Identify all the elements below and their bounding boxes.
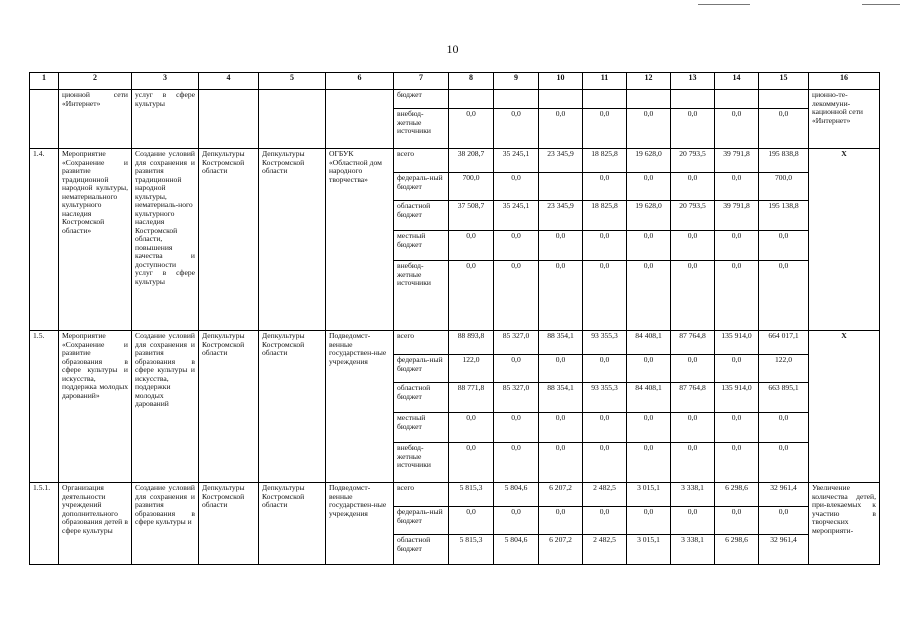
cell-value: 3 015,1 — [627, 535, 671, 565]
cell-responsible: Депкультуры Костромской области — [199, 149, 259, 331]
cell-value: 37 508,7 — [449, 201, 494, 231]
cell-recipient: Подведомст-венные государствен-ные учреждения — [326, 483, 394, 565]
cell-total: 664 017,1 — [759, 331, 809, 355]
cell-value: 0,0 — [494, 261, 539, 331]
cell-value: 0,0 — [449, 109, 494, 149]
cell-value: 23 345,9 — [539, 201, 583, 231]
column-header: 16 — [809, 73, 880, 90]
cell-value: 39 791,8 — [715, 201, 759, 231]
cell-value: 5 804,6 — [494, 483, 539, 507]
top-decorative-line-left — [698, 4, 750, 5]
cell-total: 663 895,1 — [759, 383, 809, 413]
cell-value: 20 793,5 — [671, 201, 715, 231]
cell-coexecutor: Депкультуры Костромской области — [259, 331, 326, 483]
cell-goal: Создание условий для сохранения и развития традиционной народной культуры, нематериаль-ного культурного наследия Костромской области, повышения качества и доступности услуг в сфере культуры — [132, 149, 199, 331]
cell-value: 39 791,8 — [715, 149, 759, 173]
cell-value: 0,0 — [627, 231, 671, 261]
cell-goal: Создание условий для сохранения и развития образования в сфере культуры и — [132, 483, 199, 565]
column-header: 10 — [539, 73, 583, 90]
cell-funding-source: бюджет — [394, 90, 449, 109]
cell-value — [627, 90, 671, 109]
cell-total: 0,0 — [759, 443, 809, 483]
cell-value: 700,0 — [449, 173, 494, 201]
cell-responsible: Депкультуры Костромской области — [199, 331, 259, 483]
cell-value: 0,0 — [494, 413, 539, 443]
cell-value: 0,0 — [671, 109, 715, 149]
cell-value: 135 914,0 — [715, 383, 759, 413]
cell-value: 0,0 — [494, 231, 539, 261]
cell-value: 0,0 — [583, 109, 627, 149]
column-header: 11 — [583, 73, 627, 90]
cell-value: 85 327,0 — [494, 383, 539, 413]
cell-measure-name: Мероприятие «Сохранение и развитие традиционной народной культуры, нематериального культурного наследия Костромской области» — [59, 149, 132, 331]
cell-value: 0,0 — [494, 507, 539, 535]
cell-value: 6 207,2 — [539, 483, 583, 507]
cell-value: 84 408,1 — [627, 331, 671, 355]
cell-number: 1.5.1. — [30, 483, 59, 565]
cell-value: 19 628,0 — [627, 201, 671, 231]
column-header: 9 — [494, 73, 539, 90]
column-header: 1 — [30, 73, 59, 90]
cell-total: 0,0 — [759, 413, 809, 443]
cell-number — [30, 90, 59, 149]
cell-value: 35 245,1 — [494, 149, 539, 173]
cell-number: 1.5. — [30, 331, 59, 483]
column-header: 6 — [326, 73, 394, 90]
cell-value: 18 825,8 — [583, 149, 627, 173]
cell-value: 0,0 — [671, 413, 715, 443]
cell-value: 0,0 — [715, 231, 759, 261]
cell-value: 0,0 — [449, 261, 494, 331]
cell-value: 0,0 — [539, 231, 583, 261]
cell-funding-source: федераль-ный бюджет — [394, 507, 449, 535]
column-header: 2 — [59, 73, 132, 90]
cell-value: 0,0 — [539, 413, 583, 443]
cell-value: 0,0 — [671, 443, 715, 483]
cell-value — [583, 90, 627, 109]
cell-value: 3 338,1 — [671, 483, 715, 507]
cell-value: 0,0 — [671, 231, 715, 261]
cell-result: Увеличение количества детей, при-влекаемых к участию в творческих мероприяти- — [809, 483, 880, 565]
column-number-row — [30, 73, 880, 90]
cell-value — [449, 90, 494, 109]
column-header: 13 — [671, 73, 715, 90]
cell-funding-source: внебюд-жетные источники — [394, 261, 449, 331]
cell-measure-name: Организация деятельности учреждений дополнительного образования детей в сфере культуры — [59, 483, 132, 565]
cell-total: 0,0 — [759, 261, 809, 331]
cell-recipient: ОГБУК «Областной дом народного творчества» — [326, 149, 394, 331]
cell-funding-source: всего — [394, 331, 449, 355]
cell-value: 0,0 — [583, 443, 627, 483]
cell-value — [715, 90, 759, 109]
cell-result-mark: X — [809, 149, 880, 331]
column-header: 12 — [627, 73, 671, 90]
cell-value: 0,0 — [494, 355, 539, 383]
cell-value: 0,0 — [627, 507, 671, 535]
cell-value: 2 482,5 — [583, 483, 627, 507]
cell-total: 122,0 — [759, 355, 809, 383]
table-row — [30, 483, 880, 507]
cell-value: 0,0 — [449, 443, 494, 483]
cell-value: 0,0 — [494, 109, 539, 149]
cell-total: 32 961,4 — [759, 535, 809, 565]
cell-funding-source: областной бюджет — [394, 535, 449, 565]
cell-value: 0,0 — [715, 443, 759, 483]
cell-funding-source: местный бюджет — [394, 413, 449, 443]
cell-value: 88 893,8 — [449, 331, 494, 355]
cell-value: 0,0 — [539, 355, 583, 383]
cell-value: 6 298,6 — [715, 483, 759, 507]
cell-total — [759, 90, 809, 109]
cell-value: 6 298,6 — [715, 535, 759, 565]
cell-value: 0,0 — [539, 443, 583, 483]
cell-value: 0,0 — [671, 507, 715, 535]
cell-value: 0,0 — [715, 355, 759, 383]
cell-value: 23 345,9 — [539, 149, 583, 173]
cell-value — [539, 90, 583, 109]
cell-value: 5 815,3 — [449, 535, 494, 565]
cell-value: 6 207,2 — [539, 535, 583, 565]
cell-funding-source: внебюд-жетные источники — [394, 443, 449, 483]
cell-value: 85 327,0 — [494, 331, 539, 355]
cell-goal: услуг в сфере культуры — [132, 90, 199, 149]
cell-value — [494, 90, 539, 109]
cell-coexecutor — [259, 90, 326, 149]
cell-value: 93 355,3 — [583, 331, 627, 355]
cell-value: 0,0 — [583, 261, 627, 331]
cell-value: 0,0 — [539, 109, 583, 149]
cell-value: 0,0 — [671, 261, 715, 331]
cell-value: 0,0 — [539, 507, 583, 535]
cell-funding-source: федераль-ный бюджет — [394, 173, 449, 201]
cell-value: 35 245,1 — [494, 201, 539, 231]
cell-coexecutor: Депкультуры Костромской области — [259, 483, 326, 565]
cell-funding-source: областной бюджет — [394, 201, 449, 231]
cell-value: 0,0 — [671, 173, 715, 201]
cell-value — [539, 173, 583, 201]
cell-value: 0,0 — [627, 413, 671, 443]
cell-value: 135 914,0 — [715, 331, 759, 355]
cell-value: 0,0 — [494, 443, 539, 483]
cell-value: 18 825,8 — [583, 201, 627, 231]
page-number: 10 — [446, 42, 459, 56]
cell-funding-source: всего — [394, 149, 449, 173]
cell-value: 3 338,1 — [671, 535, 715, 565]
cell-value: 0,0 — [583, 231, 627, 261]
cell-value: 38 208,7 — [449, 149, 494, 173]
cell-total: 195 138,8 — [759, 201, 809, 231]
cell-value — [671, 90, 715, 109]
column-header: 3 — [132, 73, 199, 90]
cell-responsible — [199, 90, 259, 149]
cell-value: 88 771,8 — [449, 383, 494, 413]
cell-value: 5 804,6 — [494, 535, 539, 565]
cell-total: 0,0 — [759, 507, 809, 535]
cell-value: 93 355,3 — [583, 383, 627, 413]
cell-result-mark: X — [809, 331, 880, 483]
cell-value: 0,0 — [583, 413, 627, 443]
cell-value: 0,0 — [449, 231, 494, 261]
cell-funding-source: областной бюджет — [394, 383, 449, 413]
cell-goal: Создание условий для сохранения и развития образования в сфере культуры и искусства, поддержки молодых дарований — [132, 331, 199, 483]
program-budget-table — [29, 72, 880, 565]
cell-value: 0,0 — [449, 413, 494, 443]
cell-value: 19 628,0 — [627, 149, 671, 173]
column-header: 4 — [199, 73, 259, 90]
cell-value: 2 482,5 — [583, 535, 627, 565]
cell-measure-name: Мероприятие «Сохранение и развитие образования в сфере культуры и искусства, поддержка молодых дарований» — [59, 331, 132, 483]
cell-total: 32 961,4 — [759, 483, 809, 507]
cell-recipient — [326, 90, 394, 149]
cell-value: 88 354,1 — [539, 331, 583, 355]
cell-value: 0,0 — [449, 507, 494, 535]
cell-value: 84 408,1 — [627, 383, 671, 413]
cell-value: 3 015,1 — [627, 483, 671, 507]
column-header: 15 — [759, 73, 809, 90]
cell-value: 87 764,8 — [671, 383, 715, 413]
cell-value: 20 793,5 — [671, 149, 715, 173]
cell-value: 88 354,1 — [539, 383, 583, 413]
cell-value: 0,0 — [715, 261, 759, 331]
cell-value: 0,0 — [671, 355, 715, 383]
cell-value: 0,0 — [627, 261, 671, 331]
cell-value: 87 764,8 — [671, 331, 715, 355]
column-header: 8 — [449, 73, 494, 90]
table-row — [30, 149, 880, 173]
cell-value: 0,0 — [494, 173, 539, 201]
cell-value: 0,0 — [627, 443, 671, 483]
cell-funding-source: внебюд-жетные источники — [394, 109, 449, 149]
cell-value: 0,0 — [627, 173, 671, 201]
cell-value: 122,0 — [449, 355, 494, 383]
cell-value: 0,0 — [539, 261, 583, 331]
cell-value: 0,0 — [715, 109, 759, 149]
cell-measure-name: ционной сети «Интернет» — [59, 90, 132, 149]
cell-number: 1.4. — [30, 149, 59, 331]
cell-result: ционно-те-лекоммуни-кационной сети «Интернет» — [809, 90, 880, 149]
cell-total: 0,0 — [759, 109, 809, 149]
column-header: 7 — [394, 73, 449, 90]
cell-value: 0,0 — [583, 173, 627, 201]
cell-value: 0,0 — [583, 507, 627, 535]
cell-value: 5 815,3 — [449, 483, 494, 507]
cell-recipient: Подведомст-венные государствен-ные учреждения — [326, 331, 394, 483]
cell-value: 0,0 — [627, 355, 671, 383]
cell-funding-source: всего — [394, 483, 449, 507]
column-header: 14 — [715, 73, 759, 90]
cell-funding-source: федераль-ный бюджет — [394, 355, 449, 383]
top-decorative-line-right — [862, 4, 900, 5]
cell-value: 0,0 — [715, 413, 759, 443]
cell-total: 700,0 — [759, 173, 809, 201]
cell-responsible: Депкультуры Костромской области — [199, 483, 259, 565]
cell-total: 0,0 — [759, 231, 809, 261]
cell-funding-source: местный бюджет — [394, 231, 449, 261]
table-row — [30, 331, 880, 355]
cell-value: 0,0 — [627, 109, 671, 149]
cell-value: 0,0 — [583, 355, 627, 383]
cell-coexecutor: Депкультуры Костромской области — [259, 149, 326, 331]
cell-value: 0,0 — [715, 173, 759, 201]
column-header: 5 — [259, 73, 326, 90]
table-row — [30, 90, 880, 109]
cell-total: 195 838,8 — [759, 149, 809, 173]
cell-value: 0,0 — [715, 507, 759, 535]
